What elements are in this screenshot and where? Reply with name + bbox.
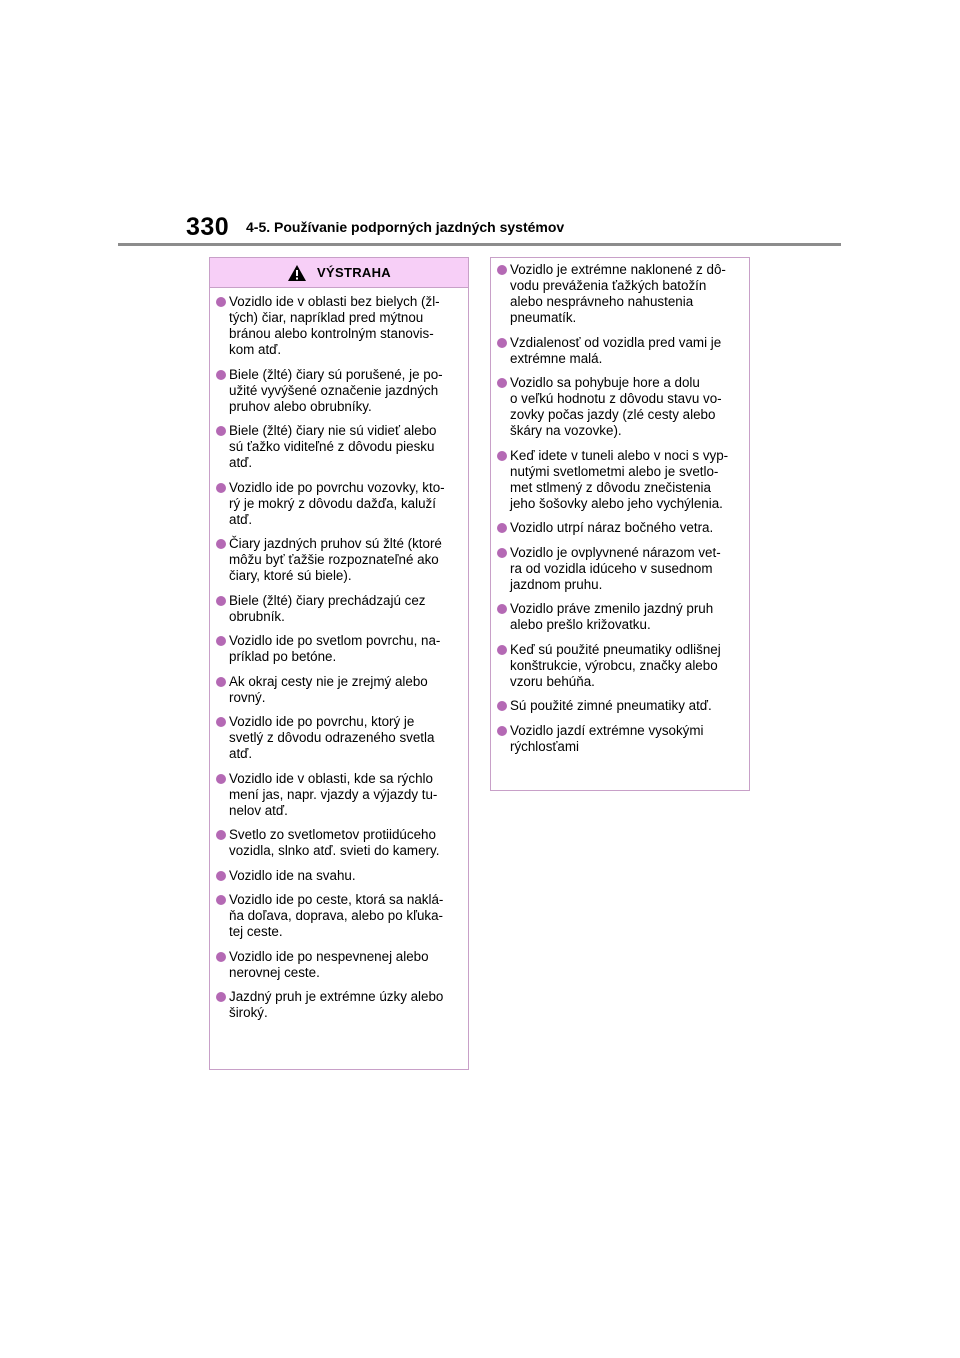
list-item bbox=[497, 642, 742, 690]
section-title: 4-5. Používanie podporných jazdných systémov bbox=[246, 219, 565, 235]
bullet-icon bbox=[497, 523, 507, 533]
list-item bbox=[216, 827, 461, 859]
bullet-icon bbox=[497, 548, 507, 558]
list-item bbox=[497, 698, 742, 714]
list-item-text: Svetlo zo svetlometov protiidúceho vozidla, slnko atď. svieti do kamery. bbox=[229, 827, 440, 858]
list-item-text: Vozidlo sa pohybuje hore a dolu o veľkú hodnotu z dôvodu stavu vo- zovky počas jazdy (zlé cesty alebo škáry na vozovke). bbox=[510, 375, 722, 438]
list-item bbox=[497, 262, 742, 326]
list-item-text: Vozidlo ide v oblasti bez bielych (žl- tých) čiar, napríklad pred mýtnou bránou alebo kontrolným stanovis- kom atď. bbox=[229, 294, 440, 357]
list-item-text: Čiary jazdných pruhov sú žlté (ktoré môžu byť ťažšie rozpoznateľné ako čiary, ktoré sú biele). bbox=[229, 536, 442, 583]
list-item bbox=[497, 335, 742, 367]
list-item-text: Jazdný pruh je extrémne úzky alebo široký. bbox=[229, 989, 444, 1020]
list-item-text: Ak okraj cesty nie je zrejmý alebo rovný. bbox=[229, 673, 428, 705]
list-item-text: Biele (žlté) čiary sú porušené, je po- užité vyvýšené označenie jazdných pruhov alebo obrubníky. bbox=[229, 366, 443, 414]
list-item-text: Biele (žlté) čiary nie sú vidieť alebo sú ťažko viditeľné z dôvodu piesku atď. bbox=[229, 423, 437, 470]
list-item bbox=[497, 723, 742, 755]
list-item bbox=[216, 423, 461, 471]
warning-triangle-icon bbox=[287, 264, 307, 282]
bullet-icon bbox=[216, 774, 226, 784]
list-item bbox=[216, 480, 461, 528]
bullet-icon bbox=[216, 426, 226, 436]
list-item-text: Vozidlo ide po svetlom povrchu, na- príklad po betóne. bbox=[229, 633, 441, 664]
bullet-icon bbox=[216, 717, 226, 727]
bullet-icon bbox=[216, 830, 226, 840]
warning-header bbox=[210, 258, 468, 288]
list-item bbox=[216, 714, 461, 762]
list-item bbox=[497, 520, 742, 536]
list-item bbox=[216, 989, 461, 1021]
page-number: 330 bbox=[186, 213, 230, 241]
list-item bbox=[497, 375, 742, 439]
list-item-text: Vozidlo utrpí náraz bočného vetra. bbox=[510, 520, 714, 535]
bullet-icon bbox=[497, 701, 507, 711]
list-item bbox=[497, 601, 742, 633]
bullet-icon bbox=[497, 604, 507, 614]
list-item-text: Vozidlo práve zmenilo jazdný pruh alebo prešlo križovatku. bbox=[510, 601, 714, 632]
list-item-text: Vozidlo ide v oblasti, kde sa rýchlo mení jas, napr. vjazdy a výjazdy tu- nelov atď. bbox=[229, 770, 438, 818]
bullet-icon bbox=[497, 265, 507, 275]
bullet-icon bbox=[497, 645, 507, 655]
list-item bbox=[216, 949, 461, 981]
bullet-icon bbox=[216, 370, 226, 380]
bullet-icon bbox=[216, 992, 226, 1002]
bullet-icon bbox=[216, 483, 226, 493]
list-item-text: Vozidlo ide po povrchu, ktorý je svetlý z dôvodu odrazeného svetla atď. bbox=[229, 714, 435, 761]
list-item bbox=[216, 593, 461, 625]
bullet-icon bbox=[497, 378, 507, 388]
list-item-text: Vozidlo ide po povrchu vozovky, kto- rý je mokrý z dôvodu dažďa, kaluží atď. bbox=[229, 479, 445, 527]
bullet-icon bbox=[216, 297, 226, 307]
bullet-icon bbox=[216, 871, 226, 881]
list-item-text: Keď idete v tuneli alebo v noci s vyp- nutými svetlometmi alebo je svetlo- met stlmený z dôvodu znečistenia jeho šošovky alebo jeho vychýlenia. bbox=[510, 447, 729, 511]
warning-box-right bbox=[490, 257, 750, 791]
bullet-icon bbox=[216, 952, 226, 962]
list-item-text: Keď sú použité pneumatiky odlišnej konštrukcie, výrobcu, značky alebo vzoru behúňa. bbox=[510, 641, 721, 689]
bullet-icon bbox=[497, 726, 507, 736]
header-rule bbox=[118, 243, 841, 246]
bullet-icon bbox=[216, 596, 226, 606]
bullet-icon bbox=[216, 539, 226, 549]
list-item-text: Vozidlo je ovplyvnené nárazom vet- ra od vozidla idúceho v susednom jazdnom pruhu. bbox=[510, 544, 721, 592]
bullet-icon bbox=[216, 636, 226, 646]
list-item bbox=[216, 367, 461, 415]
list-item bbox=[497, 545, 742, 593]
list-item-text: Vozidlo ide na svahu. bbox=[229, 867, 356, 883]
list-item-text: Biele (žlté) čiary prechádzajú cez obrubník. bbox=[229, 592, 426, 624]
bullet-icon bbox=[497, 451, 507, 461]
warning-list-left bbox=[210, 288, 468, 1021]
warning-list-right bbox=[491, 258, 749, 755]
list-item bbox=[216, 892, 461, 940]
list-item bbox=[216, 868, 461, 884]
list-item-text: Vozidlo ide po nespevnenej alebo nerovnej ceste. bbox=[229, 948, 429, 980]
list-item-text: Vozidlo ide po ceste, ktorá sa naklá- ňa doľava, doprava, alebo po kľuka- tej ceste. bbox=[229, 892, 444, 939]
bullet-icon bbox=[497, 338, 507, 348]
list-item-text: Vozidlo jazdí extrémne vysokými rýchlosťami bbox=[510, 722, 704, 754]
list-item bbox=[216, 674, 461, 706]
list-item bbox=[497, 448, 742, 512]
list-item bbox=[216, 294, 461, 358]
bullet-icon bbox=[216, 677, 226, 687]
warning-title: VÝSTRAHA bbox=[317, 265, 391, 280]
bullet-icon bbox=[216, 895, 226, 905]
list-item bbox=[216, 536, 461, 584]
list-item-text: Vzdialenosť od vozidla pred vami je extrémne malá. bbox=[510, 334, 722, 366]
list-item-text: Vozidlo je extrémne naklonené z dô- vodu preváženia ťažkých batožín alebo nesprávneho nahustenia pneumatík. bbox=[510, 262, 726, 325]
warning-box-left bbox=[209, 257, 469, 1070]
list-item bbox=[216, 633, 461, 665]
list-item-text: Sú použité zimné pneumatiky atď. bbox=[510, 698, 712, 713]
list-item bbox=[216, 771, 461, 819]
